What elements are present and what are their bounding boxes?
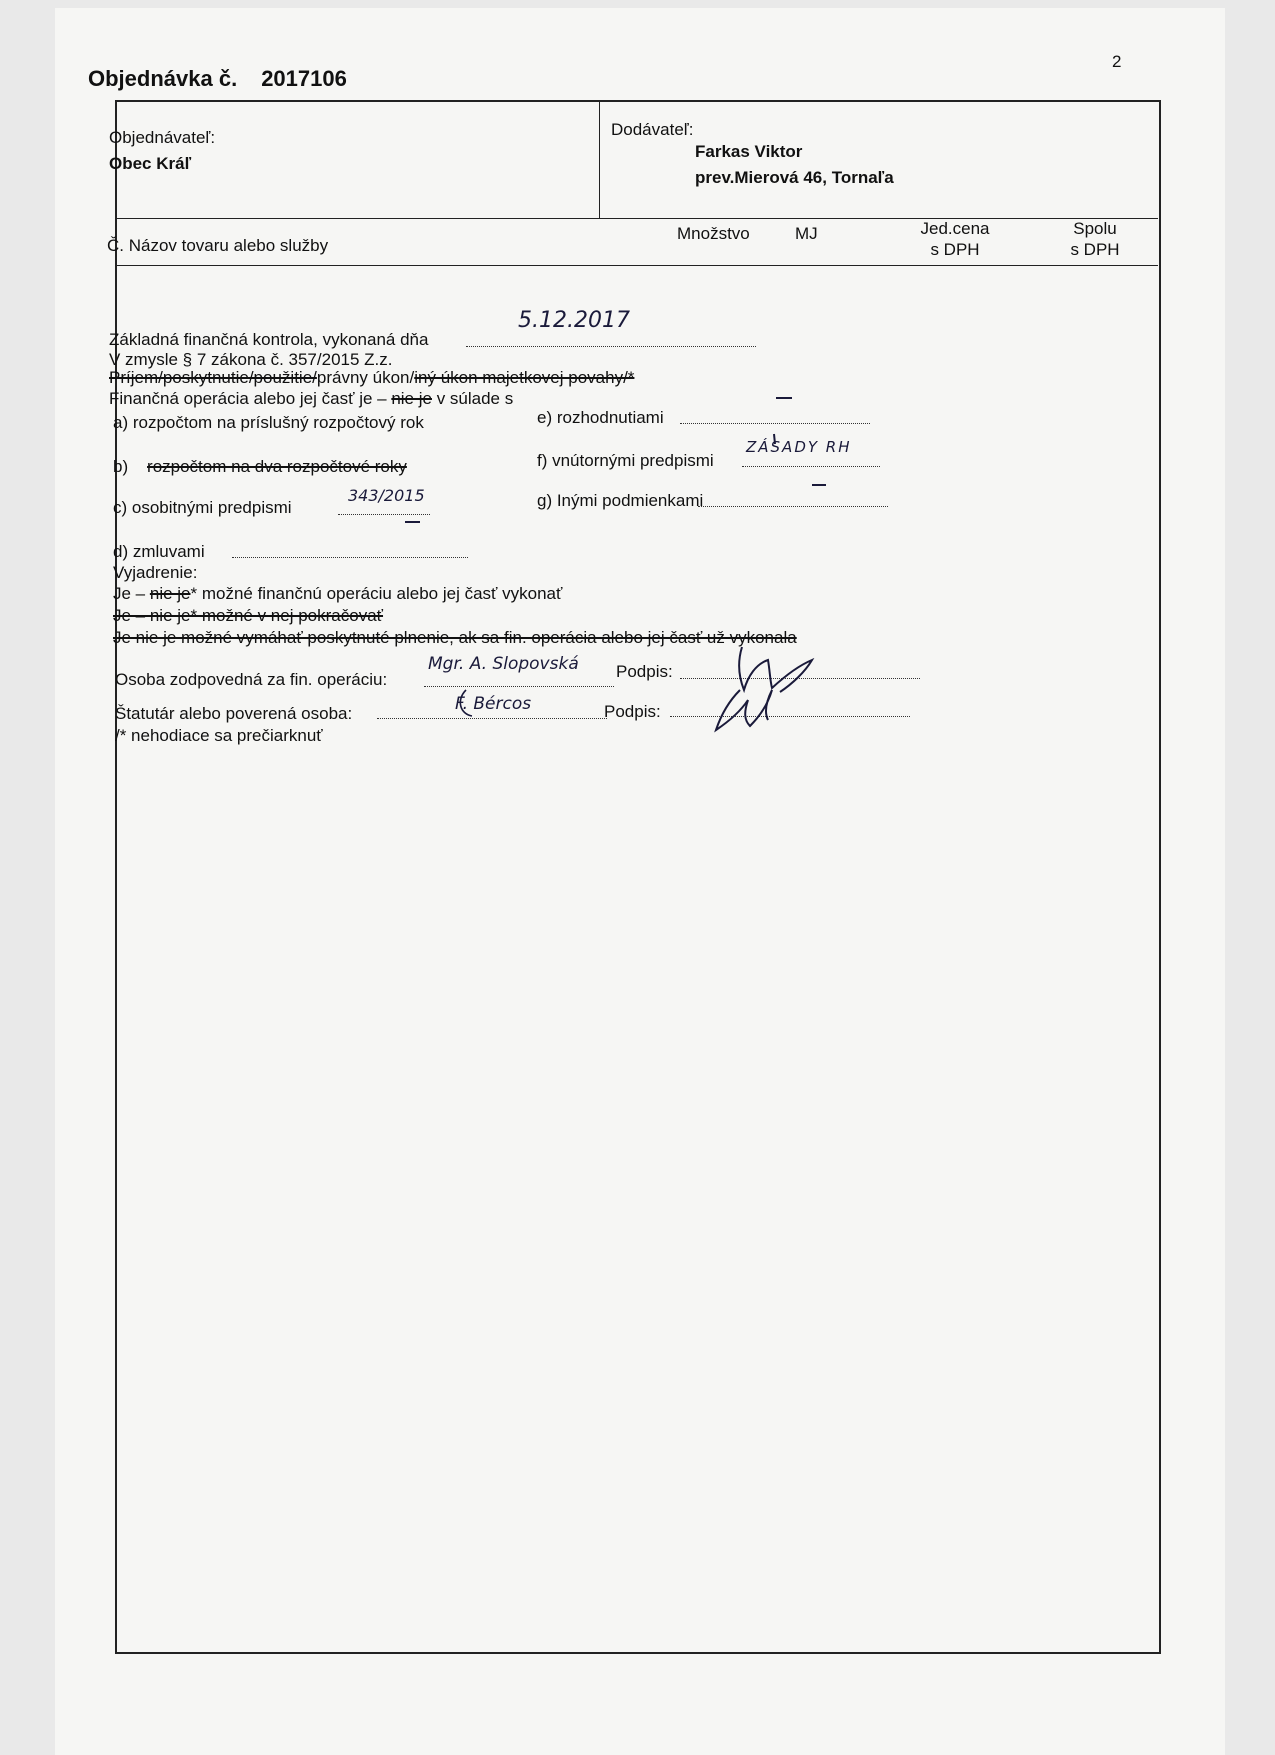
signature-strokes <box>0 0 1275 800</box>
control-item-c: c) osobitnými predpismi <box>113 498 292 517</box>
footnote: /* nehodiace sa prečiarknuť <box>115 726 323 745</box>
column-quantity: Množstvo <box>677 224 750 243</box>
control-item-a: a) rozpočtom na príslušný rozpočtový rok <box>113 413 424 432</box>
order-title-label: Objednávka č. <box>88 66 238 91</box>
page-number: 2 <box>1112 52 1122 71</box>
statutory-initial-loop <box>460 690 472 716</box>
statement-label: Vyjadrenie: <box>113 563 198 582</box>
column-unit-price-line2: s DPH <box>930 240 980 259</box>
statement-line-1-post: * možné finančnú operáciu alebo jej časť vykonať <box>190 584 563 603</box>
statutory-name-handwritten: F. Bércos <box>455 694 532 714</box>
control-line-3-struck-2: iný úkon majetkovej povahy/* <box>414 368 635 387</box>
responsible-label: Osoba zodpovedná za fin. operáciu: <box>115 670 388 689</box>
control-line-4-pre: Finančná operácia alebo jej časť je – <box>109 389 392 408</box>
control-item-d: d) zmluvami <box>113 542 205 561</box>
column-total-line2: s DPH <box>1070 240 1120 259</box>
control-item-b-struck: rozpočtom na dva rozpočtové roky <box>147 457 407 476</box>
column-total-line1: Spolu <box>1073 219 1117 238</box>
statement-line-2: Je – nie je* možné v nej pokračovať <box>113 606 384 625</box>
control-item-f: f) vnútornými predpismi <box>537 451 714 470</box>
column-item: Č. Názov tovaru alebo služby <box>107 236 329 255</box>
control-line-4-struck: nie je <box>391 389 432 408</box>
statement-line-3: Je nie je možné vymáhať poskytnuté plnenie, ak sa fin. operácia alebo jej časť už vykonala <box>113 628 797 647</box>
statement-line-1-pre: Je – <box>113 584 150 603</box>
control-date-handwritten: 5.12.2017 <box>518 308 630 333</box>
order-number: 2017106 <box>261 66 347 91</box>
control-line-3-struck: Príjem/poskytnutie/použitie/ <box>109 368 317 387</box>
statutory-signature <box>716 690 772 730</box>
statutory-label: Štatutár alebo poverená osoba: <box>115 704 353 723</box>
customer-name: Obec Kráľ <box>109 154 192 173</box>
responsible-sign-label: Podpis: <box>616 662 673 681</box>
control-line-3-mid: právny úkon/ <box>316 368 415 387</box>
control-line-2: V zmysle § 7 zákona č. 357/2015 Z.z. <box>109 350 393 369</box>
control-item-g: g) Inými podmienkami <box>537 491 704 510</box>
supplier-address: prev.Mierová 46, Tornaľa <box>695 168 894 187</box>
supplier-name: Farkas Viktor <box>695 142 803 161</box>
column-unit-price-line1: Jed.cena <box>920 219 990 238</box>
statement-line-1-struck: nie je <box>149 584 191 603</box>
control-item-f-handwritten: ZÁSADY RH <box>746 438 852 456</box>
control-line-1: Základná finančná kontrola, vykonaná dňa <box>109 330 429 349</box>
control-line-4-post: v súlade s <box>431 389 514 408</box>
statutory-sign-label: Podpis: <box>604 702 661 721</box>
control-item-c-handwritten: 343/2015 <box>348 486 425 505</box>
customer-label: Objednávateľ: <box>109 128 216 147</box>
control-item-b-prefix: b) <box>113 457 129 476</box>
responsible-signature <box>739 647 812 692</box>
supplier-label: Dodávateľ: <box>611 120 694 139</box>
control-item-e: e) rozhodnutiami <box>537 408 664 427</box>
responsible-name-handwritten: Mgr. A. Slopovská <box>428 654 579 674</box>
column-unit: MJ <box>795 224 818 243</box>
